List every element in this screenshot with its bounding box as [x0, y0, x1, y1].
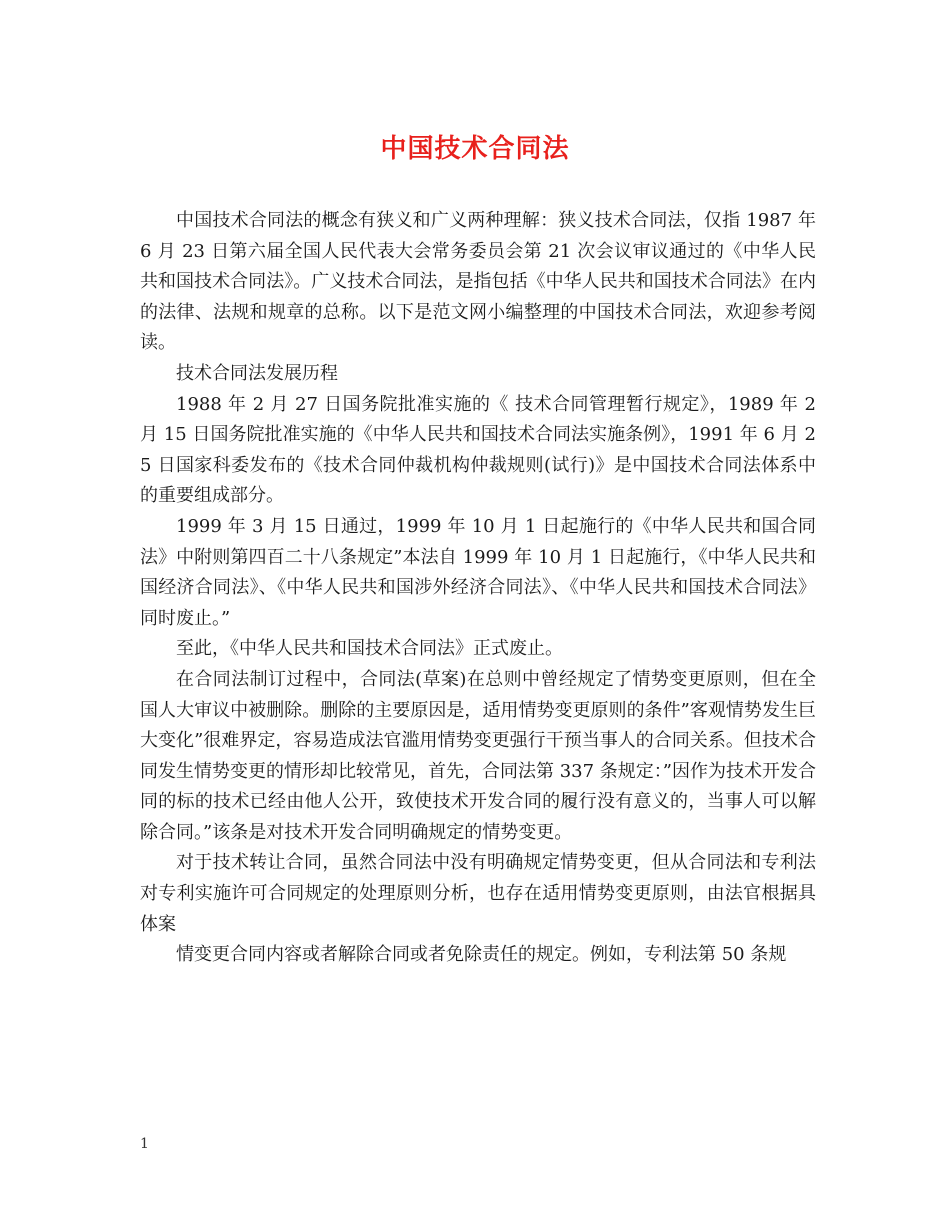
paragraph-intro: 中国技术合同法的概念有狭义和广义两种理解：狭义技术合同法，仅指 1987 年 6 月 23 日第六届全国人民代表大会常务委员会第 21 次会议审议通过的《中华人民共和国技术合同法》。广义技术合同法，是指包括《中华人民共和国技术合同法》在内的法律、法规和规章的总称。以下是范文网小编整理的中国技术合同法，欢迎参考阅读。: [140, 210, 816, 354]
paragraph-contract-law: 1999 年 3 月 15 日通过，1999 年 10 月 1 日起施行的《中华人民共和国合同法》中附则第四百二十八条规定”本法自 1999 年 10 月 1 日起施行，《中华人民共和国经济合同法》、《中华人民共和国涉外经济合同法》、《中华人民共和国技术合同法》同时废止。”: [140, 515, 816, 629]
document-title: 中国技术合同法: [380, 134, 570, 164]
document-body: [140, 206, 816, 971]
paragraph-change-of-circumstances: 在合同法制订过程中，合同法(草案)在总则中曾经规定了情势变更原则，但在全国人大审议中被删除。删除的主要原因是，适用情势变更原则的条件”客观情势发生巨大变化”很难界定，容易造成法官滥用情势变更强行干预当事人的合同关系。但技术合同发生情势变更的情形却比较常见，首先，合同法第 337 条规定：”因作为技术开发合同的标的技术已经由他人公开，致使技术开发合同的履行没有意义的，当事人可以解除合同。”该条是对技术开发合同明确规定的情势变更。: [140, 668, 816, 843]
section-heading-history: 技术合同法发展历程: [176, 362, 338, 384]
paragraph-patent-law: 情变更合同内容或者解除合同或者免除责任的规定。例如，专利法第 50 条规: [176, 944, 787, 966]
page-number: 1: [140, 1136, 149, 1152]
paragraph-repeal: 至此，《中华人民共和国技术合同法》正式废止。: [176, 638, 563, 660]
paragraph-regulations: 1988 年 2 月 27 日国务院批准实施的《 技术合同管理暂行规定》，1989 年 2 月 15 日国务院批准实施的《中华人民共和国技术合同法实施条例》，1991 年 6 月 25 日国家科委发布的《技术合同仲裁机构仲裁规则(试行)》是中国技术合同法体系中的重要组成部分。: [140, 393, 816, 507]
paragraph-technology-transfer: 对于技术转让合同，虽然合同法中没有明确规定情势变更，但从合同法和专利法对专利实施许可合同规定的处理原则分析，也存在适用情势变更原则，由法官根据具体案: [140, 852, 816, 935]
